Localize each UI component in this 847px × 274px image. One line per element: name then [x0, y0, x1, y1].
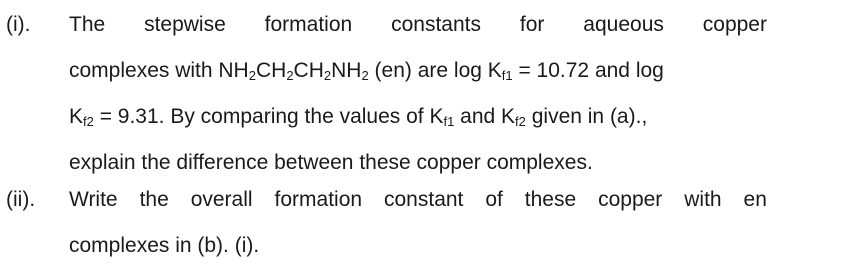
subscript: f2 [83, 114, 94, 129]
text-run: and K [454, 105, 516, 128]
word: constants [391, 13, 481, 36]
item-i-line-2 [69, 56, 664, 86]
item-marker: (ii). [6, 188, 36, 211]
subscript: 2 [361, 68, 369, 83]
word: The [69, 13, 106, 36]
text-run: NH [331, 59, 362, 82]
subscript: f1 [501, 68, 513, 83]
subscript: 2 [248, 68, 256, 83]
word: copper [598, 188, 663, 211]
word: the [139, 188, 169, 211]
word: overall [190, 188, 253, 211]
text-run: K [69, 105, 84, 128]
item-i-line-4: explain the difference between these copper complexes. [69, 151, 593, 174]
word: Write [69, 188, 118, 211]
subscript: 2 [323, 68, 332, 83]
word: formation [274, 188, 363, 211]
text-run: given in (a)., [525, 105, 648, 128]
subscript: f2 [515, 114, 526, 129]
item-ii-line-2: complexes in (b). (i). [69, 234, 260, 257]
text-run: complexes with NH [69, 59, 249, 82]
text-run: = 10.72 and log [512, 59, 664, 82]
subscript: 2 [286, 68, 294, 83]
item-i-line-3 [69, 102, 647, 132]
item-marker: (i). [6, 13, 31, 36]
text-run: = 9.31. By comparing the values of K [93, 105, 444, 128]
word: copper [702, 13, 767, 36]
word: of [485, 188, 503, 211]
item-i-line-1 [69, 10, 767, 40]
word: for [519, 13, 545, 36]
word: these [524, 188, 577, 211]
word: constant [384, 188, 464, 211]
word: with [684, 188, 722, 211]
text-run: (en) are log K [368, 59, 502, 82]
word: en [743, 188, 767, 211]
word: aqueous [583, 13, 664, 36]
text-run: CH [255, 59, 287, 82]
word: formation [264, 13, 353, 36]
text-run: CH [293, 59, 324, 82]
subscript: f1 [443, 114, 455, 129]
word: stepwise [144, 13, 226, 36]
item-ii-line-1 [69, 185, 767, 215]
